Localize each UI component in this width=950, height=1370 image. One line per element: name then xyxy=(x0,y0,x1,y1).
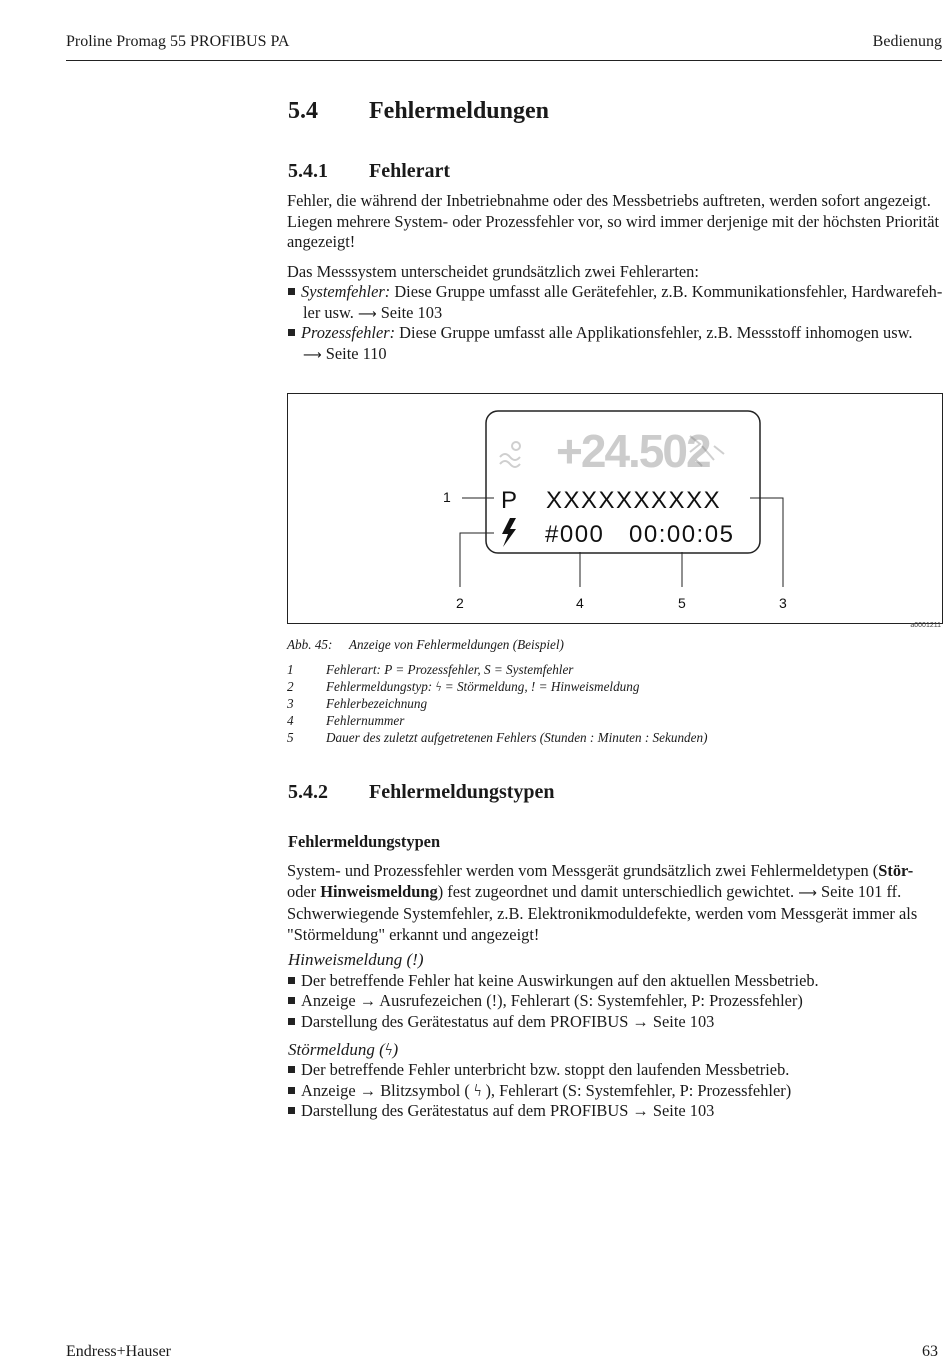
lcd-error-type: P xyxy=(501,487,518,514)
legend-item xyxy=(287,730,707,746)
page-link[interactable]: Seite 101 ff. xyxy=(820,881,902,901)
section-title-text: Fehlermeldungen xyxy=(369,98,549,124)
lcd-error-text: XXXXXXXXXX xyxy=(546,487,722,514)
subsection-title-text: Fehlerart xyxy=(369,160,451,182)
figure-frame xyxy=(287,393,943,624)
legend-text: Fehlerart: P = Prozessfehler, S = Systemfehler xyxy=(326,662,574,677)
subsection-title xyxy=(288,160,450,183)
figure-id: a0001211 xyxy=(910,622,941,629)
legend-text: Fehlerbezeichnung xyxy=(326,696,428,711)
bold-term: Hinweismeldung xyxy=(320,881,438,901)
legend-text: Fehlernummer xyxy=(326,713,405,728)
legend-text: Fehlermeldungstyp: ϟ = Störmeldung, ! = Hinweismeldung xyxy=(326,679,640,694)
bullet-square xyxy=(288,997,295,1004)
footer-left: Endress+Hauser xyxy=(66,1343,171,1360)
bullet-text: Der betreffende Fehler hat keine Auswirkungen auf den aktuellen Messbetrieb. xyxy=(301,971,819,990)
paragraph: Das Messsystem unterscheidet grundsätzlich zwei Fehlerarten: xyxy=(287,262,699,281)
legend-number: 1 xyxy=(287,662,294,677)
figure-caption xyxy=(287,637,564,653)
term: Prozessfehler: xyxy=(301,323,396,342)
legend-number: 4 xyxy=(287,713,294,728)
bullet-square xyxy=(288,1066,295,1073)
header-right: Bedienung xyxy=(872,33,942,50)
subsection-title-text: Fehlermeldungstypen xyxy=(369,781,555,803)
list-item xyxy=(288,282,943,325)
bullet-text: Diese Gruppe umfasst alle Gerätefehler, z.B. Kommunikationsfehler, Hardwarefeh- xyxy=(390,282,943,301)
bullet-text: Diese Gruppe umfasst alle Applikationsfehler, z.B. Messstoff inhomogen usw. xyxy=(395,323,913,342)
subheading-stoer: Störmeldung (ϟ) xyxy=(288,1040,399,1059)
page-link[interactable]: Seite 110 xyxy=(325,343,387,363)
bullet-text: Darstellung des Gerätestatus auf dem PROFIBUS → Seite 103 xyxy=(301,1101,715,1120)
paragraph xyxy=(287,861,943,945)
text: System- und Prozessfehler werden vom Messgerät grundsätzlich zwei Fehlermeldetypen ( xyxy=(287,861,879,880)
bullet-square xyxy=(288,1107,295,1114)
bullet-square xyxy=(288,288,295,295)
legend-number: 2 xyxy=(287,679,294,694)
legend-number: 3 xyxy=(287,696,294,711)
legend-text: Dauer des zuletzt aufgetretenen Fehlers (Stunden : Minuten : Sekunden) xyxy=(326,730,708,745)
lcd-error-time: 00:00:05 xyxy=(629,521,735,548)
display-illustration xyxy=(288,394,942,623)
paragraph-heading: Fehlermeldungstypen xyxy=(288,832,441,851)
bullet-square xyxy=(288,1018,295,1025)
legend-item xyxy=(287,662,573,678)
list-item xyxy=(288,971,943,992)
list-item xyxy=(288,323,943,366)
section-number: 5.4 xyxy=(288,98,318,124)
bullet-square xyxy=(288,1087,295,1094)
bold-term: Stör- xyxy=(878,861,914,880)
list-item xyxy=(288,1060,943,1081)
page-link[interactable]: Seite 103 xyxy=(380,302,443,322)
arrow-icon: ⟶ xyxy=(357,306,377,322)
callout-label: 1 xyxy=(443,489,451,505)
list-item xyxy=(288,1012,943,1033)
arrow-icon: ⟶ xyxy=(303,347,322,363)
list-item xyxy=(288,1101,943,1122)
bullet-text: Der betreffende Fehler unterbricht bzw. stoppt den laufenden Messbetrieb. xyxy=(301,1060,790,1079)
list-item xyxy=(288,1081,943,1102)
subsection-title xyxy=(288,781,555,804)
section-title xyxy=(288,98,549,125)
callout-label: 3 xyxy=(779,595,787,611)
legend-item xyxy=(287,713,404,729)
header-left: Proline Promag 55 PROFIBUS PA xyxy=(66,33,290,50)
subsection-number: 5.4.1 xyxy=(288,160,328,182)
bullet-text: Anzeige → Ausrufezeichen (!), Fehlerart (S: Systemfehler, P: Prozessfehler) xyxy=(301,991,803,1010)
header-rule xyxy=(66,60,942,61)
paragraph: Fehler, die während der Inbetriebnahme oder des Messbetriebs auftreten, werden sofort angezeigt. Liegen mehrere System- oder Prozessfehler vor, so wird immer derjenige mit der höchsten Priorität angezeigt! xyxy=(287,191,940,251)
bullet-text-cont: ler usw. xyxy=(303,302,358,322)
bullet-square xyxy=(288,977,295,984)
page-number: 63 xyxy=(922,1343,938,1360)
text: oder xyxy=(287,881,321,901)
callout-label: 5 xyxy=(678,595,686,611)
caption-text: Anzeige von Fehlermeldungen (Beispiel) xyxy=(349,637,564,652)
lcd-value: +24.502 xyxy=(556,425,710,477)
legend-number: 5 xyxy=(287,730,294,745)
subsection-number: 5.4.2 xyxy=(288,781,328,803)
legend-item xyxy=(287,696,427,712)
legend-item xyxy=(287,679,639,695)
list-item xyxy=(288,991,943,1012)
callout-label: 2 xyxy=(456,595,464,611)
callout-label: 4 xyxy=(576,595,584,611)
term: Systemfehler: xyxy=(301,282,391,301)
text: Schwerwiegende Systemfehler, z.B. Elektronikmoduldefekte, werden vom Messgerät immer als "Störmeldung" erkannt und angezeigt! xyxy=(287,904,918,944)
bullet-text: Anzeige → Blitzsymbol ( ϟ ), Fehlerart (S: Systemfehler, P: Prozessfehler) xyxy=(301,1081,792,1100)
bullet-square xyxy=(288,329,295,336)
subheading-hinweis: Hinweismeldung (!) xyxy=(288,950,424,969)
arrow-icon: ⟶ xyxy=(798,885,817,901)
text: ) fest zugeordnet und damit unterschiedlich gewichtet. xyxy=(437,881,799,901)
bullet-text: Darstellung des Gerätestatus auf dem PROFIBUS → Seite 103 xyxy=(301,1012,715,1031)
caption-label: Abb. 45: xyxy=(287,637,333,652)
lcd-error-number: #000 xyxy=(545,521,605,548)
